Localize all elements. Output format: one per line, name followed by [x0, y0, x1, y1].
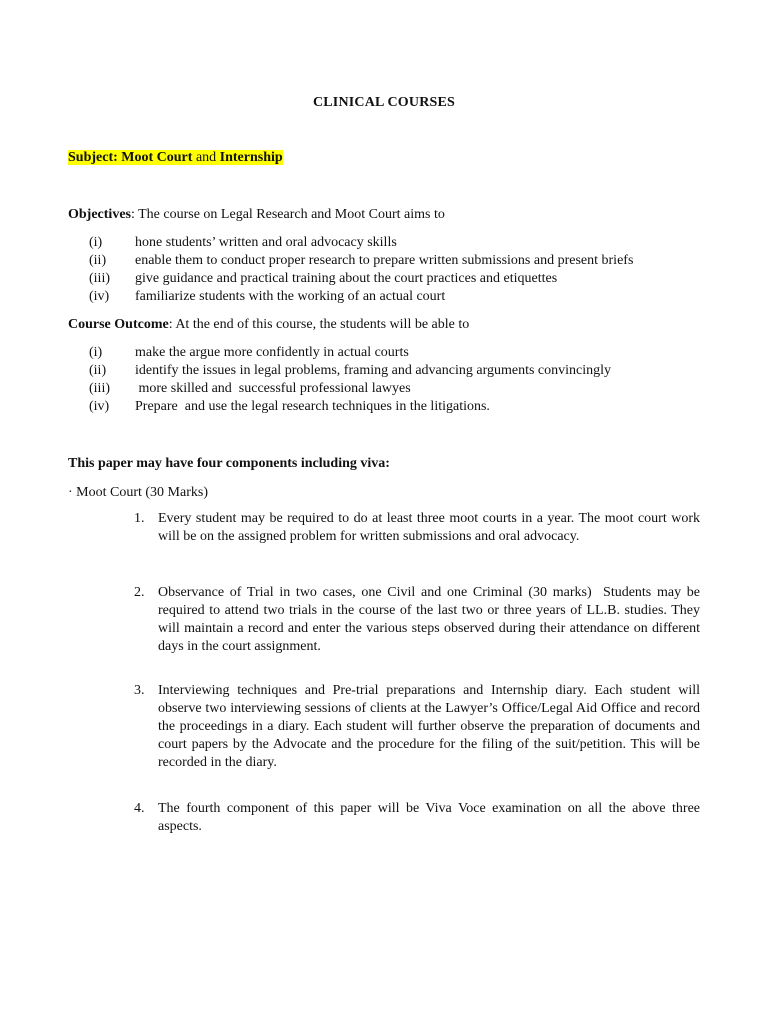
objectives-line: [68, 206, 445, 224]
subject-moot-court: Moot Court: [121, 150, 193, 165]
components-list-1: [134, 510, 700, 546]
list-item-number: (iii): [89, 271, 110, 286]
components-heading: [68, 455, 390, 473]
list-item: [134, 682, 700, 772]
list-item-text: hone students’ written and oral advocacy skills: [135, 235, 397, 250]
components-list-2: [134, 584, 704, 656]
list-item: [89, 344, 611, 362]
subject-and: and: [195, 150, 217, 165]
list-item-number: 3.: [134, 683, 145, 698]
components-list-4: [134, 800, 700, 836]
subject-label: Subject:: [68, 150, 118, 165]
subject-line: [68, 149, 283, 167]
list-item-text: more skilled and successful professional lawyes: [135, 381, 411, 396]
list-item-number: (iii): [89, 381, 110, 396]
objectives-heading: Objectives: [68, 207, 131, 222]
course-outcome-heading: Course Outcome: [68, 317, 169, 332]
list-item-number: 4.: [134, 801, 145, 816]
subject-internship: Internship: [219, 150, 283, 165]
list-item: [89, 252, 633, 270]
subject-highlight: [68, 150, 283, 165]
list-item-text: Prepare and use the legal research techniques in the litigations.: [135, 399, 490, 414]
course-outcome-list: [89, 344, 611, 416]
list-item-number: (iv): [89, 399, 110, 414]
list-item-text: identify the issues in legal problems, framing and advancing arguments convincingly: [135, 363, 612, 378]
page-title: CLINICAL COURSES: [312, 95, 456, 110]
list-item-number: (ii): [89, 253, 107, 268]
list-item-text: Interviewing techniques and Pre-trial preparations and Internship diary. Each student will observe two interviewing sessions of clients at the Lawyer’s Office/Legal Aid Office and record the proceedings in a diary. Each student will further observe the preparation of documents and court papers by the Advocate and the procedure for the filing of the suit/petition. This will be recorded in the diary.: [158, 683, 700, 770]
list-item: [134, 584, 704, 656]
list-item: [89, 380, 611, 398]
course-outcome-line: [68, 316, 469, 334]
list-item-text: enable them to conduct proper research to prepare written submissions and present briefs: [135, 253, 634, 268]
list-item: [134, 510, 700, 546]
objectives-list: [89, 234, 633, 306]
list-item-number: (i): [89, 235, 103, 250]
list-item: [89, 270, 633, 288]
list-item-text: The fourth component of this paper will be Viva Voce examination on all the above three aspects.: [158, 801, 700, 834]
moot-court-marks: · Moot Court (30 Marks): [68, 485, 208, 500]
list-item-number: (iv): [89, 289, 110, 304]
list-item-text: make the argue more confidently in actual courts: [135, 345, 409, 360]
list-item-text: Observance of Trial in two cases, one Civil and one Criminal (30 marks) Students may be required to attend two trials in the course of the last two or three years of LL.B. studies. They will maintain a record and enter the various steps observed during their attendance on different days in the court assignment.: [158, 585, 704, 654]
list-item-number: 1.: [134, 511, 145, 526]
list-item-text: familiarize students with the working of an actual court: [135, 289, 446, 304]
list-item-text: give guidance and practical training about the court practices and etiquettes: [135, 271, 558, 286]
list-item-number: (ii): [89, 363, 107, 378]
list-item: [134, 800, 700, 836]
list-item: [89, 398, 611, 416]
list-item: [89, 234, 633, 252]
components-list-3: [134, 682, 700, 772]
list-item: [89, 362, 611, 380]
objectives-intro: : The course on Legal Research and Moot Court aims to: [130, 207, 445, 222]
course-outcome-intro: : At the end of this course, the students will be able to: [168, 317, 470, 332]
list-item-text: Every student may be required to do at least three moot courts in a year. The moot court work will be on the assigned problem for written submissions and oral advocacy.: [158, 511, 700, 544]
list-item: [89, 288, 633, 306]
list-item-number: (i): [89, 345, 103, 360]
list-item-number: 2.: [134, 585, 145, 600]
components-heading-text: This paper may have four components including viva:: [68, 456, 390, 471]
